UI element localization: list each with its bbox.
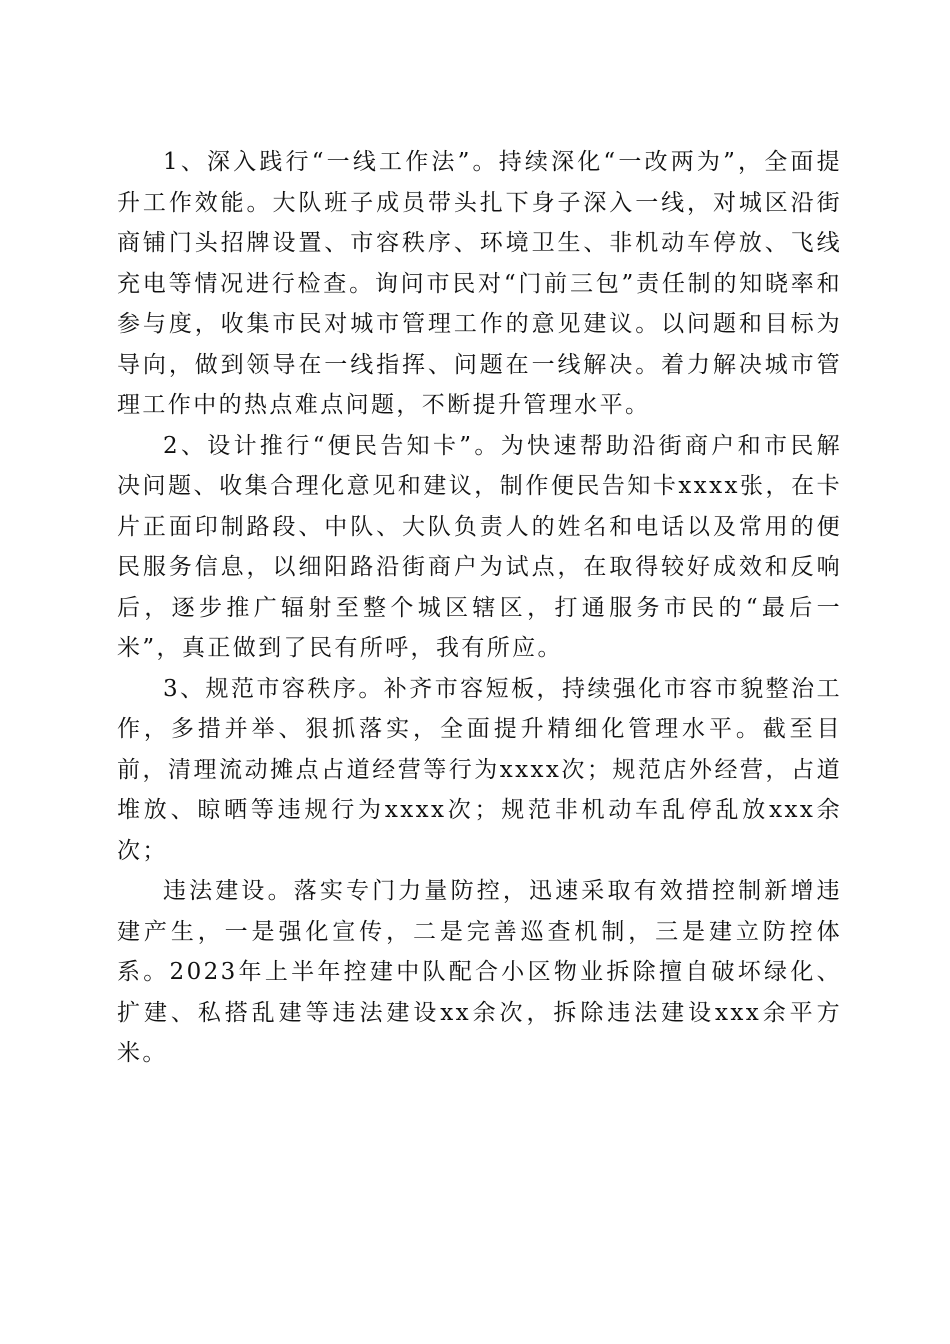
paragraph-4: 违法建设。落实专门力量防控，迅速采取有效措控制新增违建产生，一是强化宣传，二是完善巡查机制，三是建立防控体系。2023年上半年控建中队配合小区物业拆除擅自破坏绿化、扩建、私搭乱建等违法建设xx余次，拆除违法建设xxx余平方米。 [117,878,842,1066]
paragraph-3: 3、规范市容秩序。补齐市容短板，持续强化市容市貌整治工作，多措并举、狠抓落实，全面提升精细化管理水平。截至目前，清理流动摊点占道经营等行为xxxx次；规范店外经营，占道堆放、晾晒等违规行为xxxx次；规范非机动车乱停乱放xxx余次； [117,675,842,864]
document-body [117,142,842,1074]
paragraph-1: 1、深入践行“一线工作法”。持续深化“一改两为”，全面提升工作效能。大队班子成员带头扎下身子深入一线，对城区沿街商铺门头招牌设置、市容秩序、环境卫生、非机动车停放、飞线充电等情况进行检查。询问市民对“门前三包”责任制的知晓率和参与度，收集市民对城市管理工作的意见建议。以问题和目标为导向，做到领导在一线指挥、问题在一线解决。着力解决城市管理工作中的热点难点问题，不断提升管理水平。 [117,149,842,418]
paragraph-2: 2、设计推行“便民告知卡”。为快速帮助沿街商户和市民解决问题、收集合理化意见和建议，制作便民告知卡xxxx张，在卡片正面印制路段、中队、大队负责人的姓名和电话以及常用的便民服务信息，以细阳路沿街商户为试点，在取得较好成效和反响后，逐步推广辐射至整个城区辖区，打通服务市民的“最后一米”，真正做到了民有所呼，我有所应。 [117,432,842,661]
